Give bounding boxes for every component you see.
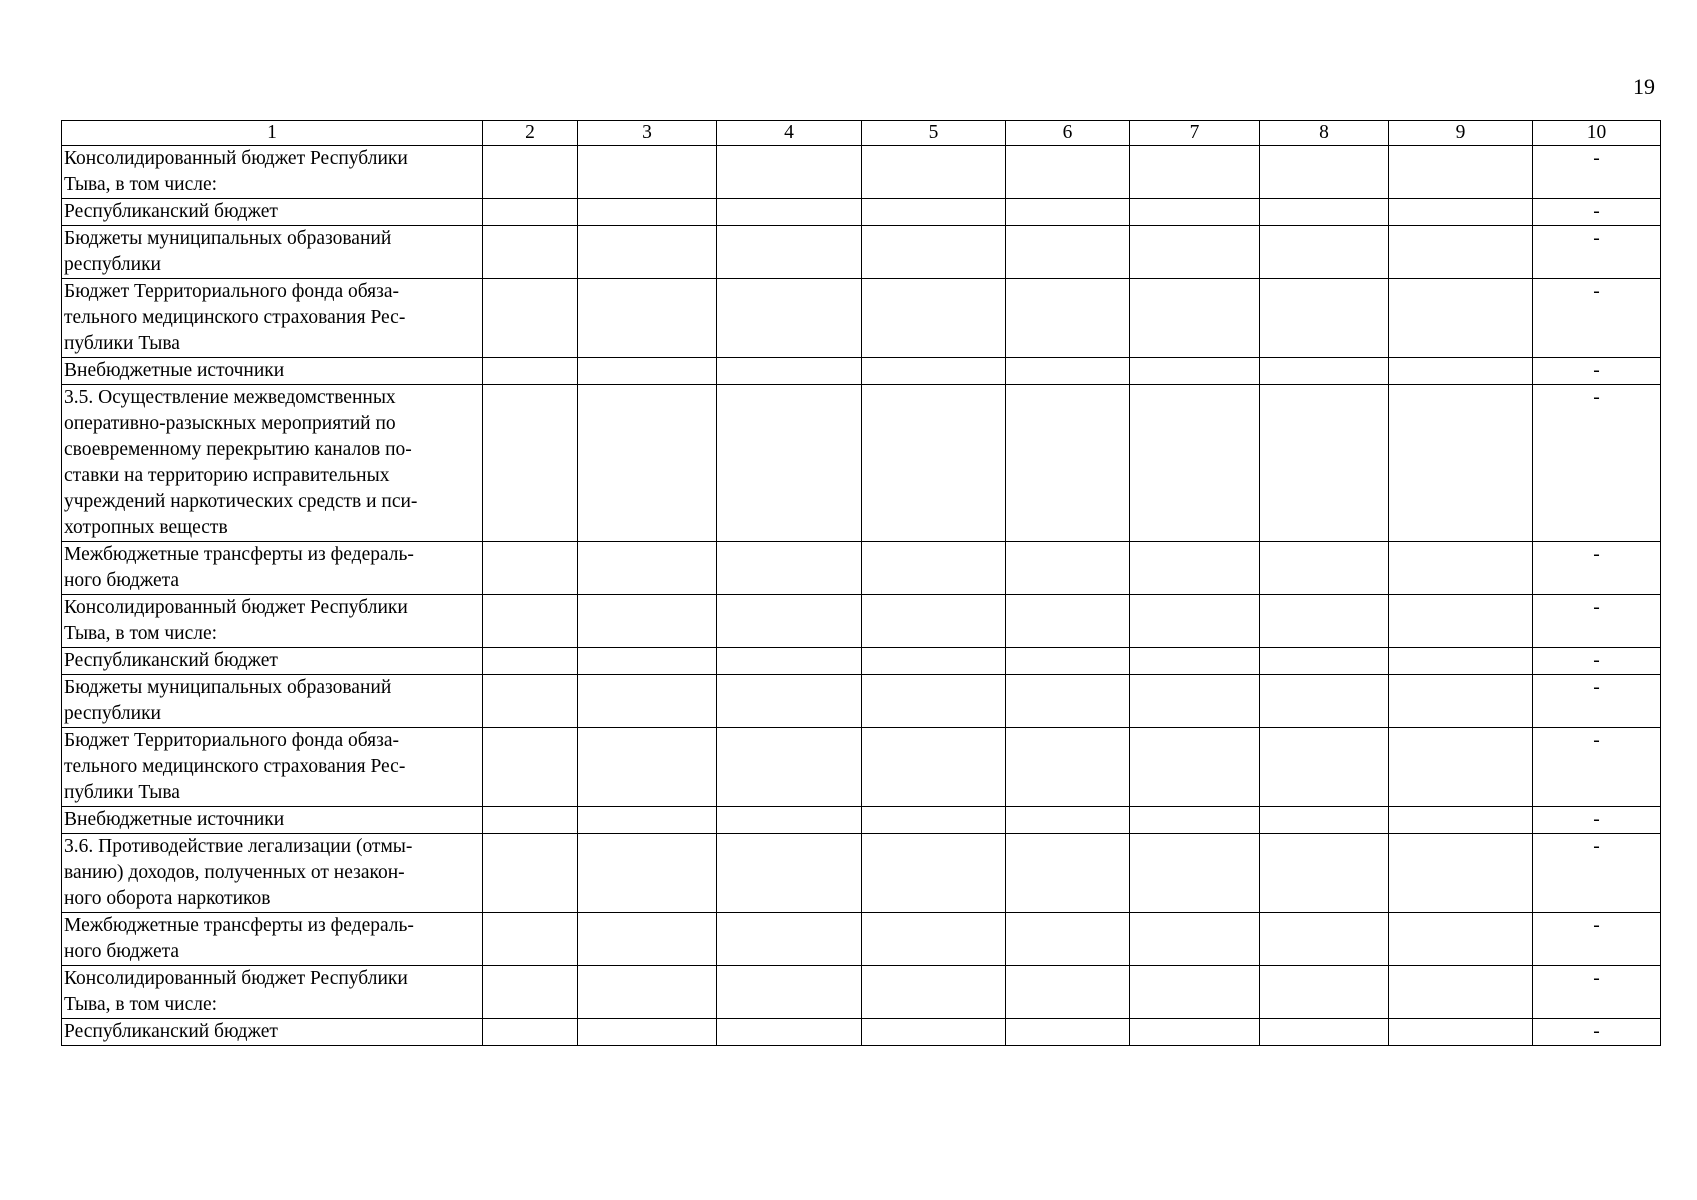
empty-cell — [1389, 1019, 1533, 1046]
column-header: 1 — [62, 121, 483, 146]
empty-cell — [717, 913, 862, 966]
empty-cell — [578, 595, 717, 648]
column-10-cell: - — [1533, 385, 1661, 542]
empty-cell — [717, 595, 862, 648]
table-row — [62, 279, 1661, 358]
empty-cell — [1260, 913, 1389, 966]
empty-cell — [1006, 595, 1130, 648]
empty-cell — [862, 648, 1006, 675]
empty-cell — [1130, 728, 1260, 807]
column-10-cell: - — [1533, 542, 1661, 595]
empty-cell — [578, 226, 717, 279]
row-label: 3.5. Осуществление межведомственных оперативно-разыскных мероприятий по своевременному перекрытию каналов по- ставки на территорию исправительных учреждений наркотических средств и пси- хотропных веществ — [62, 385, 483, 542]
empty-cell — [1260, 728, 1389, 807]
empty-cell — [1130, 226, 1260, 279]
empty-cell — [578, 913, 717, 966]
empty-cell — [578, 146, 717, 199]
empty-cell — [1389, 966, 1533, 1019]
empty-cell — [862, 966, 1006, 1019]
row-label: Консолидированный бюджет Республики Тыва, в том числе: — [62, 595, 483, 648]
empty-cell — [483, 1019, 578, 1046]
empty-cell — [862, 199, 1006, 226]
column-header: 10 — [1533, 121, 1661, 146]
table-row — [62, 913, 1661, 966]
row-label: Бюджеты муниципальных образований республики — [62, 226, 483, 279]
empty-cell — [1260, 279, 1389, 358]
empty-cell — [1130, 1019, 1260, 1046]
column-10-cell: - — [1533, 966, 1661, 1019]
empty-cell — [483, 648, 578, 675]
table-row — [62, 358, 1661, 385]
empty-cell — [483, 675, 578, 728]
empty-cell — [1006, 146, 1130, 199]
empty-cell — [1130, 834, 1260, 913]
empty-cell — [1006, 542, 1130, 595]
table-row — [62, 834, 1661, 913]
empty-cell — [1130, 199, 1260, 226]
empty-cell — [862, 595, 1006, 648]
page-number: 19 — [1633, 74, 1655, 99]
table-row — [62, 595, 1661, 648]
column-10-cell: - — [1533, 146, 1661, 199]
empty-cell — [1260, 595, 1389, 648]
empty-cell — [1006, 648, 1130, 675]
empty-cell — [483, 807, 578, 834]
row-label: Консолидированный бюджет Республики Тыва, в том числе: — [62, 966, 483, 1019]
empty-cell — [578, 728, 717, 807]
empty-cell — [483, 279, 578, 358]
empty-cell — [1389, 199, 1533, 226]
column-header: 4 — [717, 121, 862, 146]
column-10-cell: - — [1533, 1019, 1661, 1046]
empty-cell — [578, 279, 717, 358]
empty-cell — [483, 385, 578, 542]
empty-cell — [1389, 279, 1533, 358]
empty-cell — [1006, 358, 1130, 385]
empty-cell — [717, 199, 862, 226]
empty-cell — [1130, 146, 1260, 199]
empty-cell — [1006, 1019, 1130, 1046]
empty-cell — [1006, 226, 1130, 279]
empty-cell — [1130, 913, 1260, 966]
table-row — [62, 199, 1661, 226]
empty-cell — [578, 834, 717, 913]
empty-cell — [578, 542, 717, 595]
empty-cell — [1260, 1019, 1389, 1046]
empty-cell — [1006, 385, 1130, 542]
row-label: Консолидированный бюджет Республики Тыва, в том числе: — [62, 146, 483, 199]
table-row — [62, 807, 1661, 834]
table-row — [62, 146, 1661, 199]
empty-cell — [1260, 834, 1389, 913]
empty-cell — [862, 728, 1006, 807]
column-10-cell: - — [1533, 279, 1661, 358]
empty-cell — [1260, 648, 1389, 675]
empty-cell — [578, 199, 717, 226]
row-label: Внебюджетные источники — [62, 807, 483, 834]
empty-cell — [1260, 146, 1389, 199]
row-label: 3.6. Противодействие легализации (отмы- ванию) доходов, полученных от незакон- ного оборота наркотиков — [62, 834, 483, 913]
table-row — [62, 226, 1661, 279]
table-row — [62, 675, 1661, 728]
column-10-cell: - — [1533, 648, 1661, 675]
column-header: 2 — [483, 121, 578, 146]
empty-cell — [1130, 358, 1260, 385]
empty-cell — [717, 226, 862, 279]
empty-cell — [1260, 358, 1389, 385]
empty-cell — [717, 1019, 862, 1046]
empty-cell — [717, 648, 862, 675]
empty-cell — [1006, 728, 1130, 807]
empty-cell — [1389, 728, 1533, 807]
column-header: 7 — [1130, 121, 1260, 146]
empty-cell — [862, 913, 1006, 966]
empty-cell — [717, 966, 862, 1019]
empty-cell — [1389, 913, 1533, 966]
empty-cell — [1389, 675, 1533, 728]
row-label: Республиканский бюджет — [62, 648, 483, 675]
empty-cell — [483, 199, 578, 226]
table-row — [62, 648, 1661, 675]
empty-cell — [1006, 279, 1130, 358]
empty-cell — [1260, 226, 1389, 279]
empty-cell — [1389, 807, 1533, 834]
empty-cell — [1389, 385, 1533, 542]
empty-cell — [483, 595, 578, 648]
empty-cell — [1130, 279, 1260, 358]
empty-cell — [1389, 226, 1533, 279]
empty-cell — [578, 966, 717, 1019]
empty-cell — [862, 226, 1006, 279]
column-10-cell: - — [1533, 807, 1661, 834]
empty-cell — [717, 728, 862, 807]
column-10-cell: - — [1533, 199, 1661, 226]
empty-cell — [483, 728, 578, 807]
empty-cell — [1260, 807, 1389, 834]
row-label: Республиканский бюджет — [62, 199, 483, 226]
empty-cell — [862, 834, 1006, 913]
empty-cell — [1006, 834, 1130, 913]
column-header: 3 — [578, 121, 717, 146]
empty-cell — [1130, 807, 1260, 834]
empty-cell — [1389, 834, 1533, 913]
row-label: Бюджеты муниципальных образований республики — [62, 675, 483, 728]
column-10-cell: - — [1533, 728, 1661, 807]
header-row — [62, 121, 1661, 146]
empty-cell — [1130, 542, 1260, 595]
row-label: Внебюджетные источники — [62, 358, 483, 385]
empty-cell — [483, 542, 578, 595]
empty-cell — [717, 807, 862, 834]
empty-cell — [578, 675, 717, 728]
empty-cell — [1130, 648, 1260, 675]
row-label: Республиканский бюджет — [62, 1019, 483, 1046]
column-10-cell: - — [1533, 834, 1661, 913]
table-row — [62, 1019, 1661, 1046]
empty-cell — [1006, 199, 1130, 226]
column-10-cell: - — [1533, 226, 1661, 279]
empty-cell — [578, 648, 717, 675]
column-10-cell: - — [1533, 675, 1661, 728]
empty-cell — [483, 913, 578, 966]
empty-cell — [1389, 595, 1533, 648]
column-header: 6 — [1006, 121, 1130, 146]
empty-cell — [862, 279, 1006, 358]
column-header: 5 — [862, 121, 1006, 146]
column-10-cell: - — [1533, 913, 1661, 966]
empty-cell — [578, 358, 717, 385]
table-row — [62, 542, 1661, 595]
empty-cell — [862, 1019, 1006, 1046]
column-header: 9 — [1389, 121, 1533, 146]
empty-cell — [1389, 648, 1533, 675]
empty-cell — [483, 834, 578, 913]
column-10-cell: - — [1533, 595, 1661, 648]
empty-cell — [1130, 966, 1260, 1019]
empty-cell — [1006, 913, 1130, 966]
empty-cell — [1389, 358, 1533, 385]
empty-cell — [1130, 595, 1260, 648]
table-body — [62, 146, 1661, 1046]
row-label: Межбюджетные трансферты из федераль- ного бюджета — [62, 542, 483, 595]
empty-cell — [862, 542, 1006, 595]
empty-cell — [1260, 385, 1389, 542]
empty-cell — [1006, 675, 1130, 728]
row-label: Межбюджетные трансферты из федераль- ного бюджета — [62, 913, 483, 966]
column-10-cell: - — [1533, 358, 1661, 385]
table-row — [62, 728, 1661, 807]
empty-cell — [483, 966, 578, 1019]
empty-cell — [1006, 807, 1130, 834]
empty-cell — [578, 807, 717, 834]
empty-cell — [1260, 966, 1389, 1019]
empty-cell — [717, 146, 862, 199]
empty-cell — [1260, 675, 1389, 728]
empty-cell — [862, 146, 1006, 199]
empty-cell — [483, 146, 578, 199]
empty-cell — [717, 385, 862, 542]
empty-cell — [578, 1019, 717, 1046]
table-row — [62, 385, 1661, 542]
row-label: Бюджет Территориального фонда обяза- тельного медицинского страхования Рес- публики Тыва — [62, 728, 483, 807]
empty-cell — [862, 807, 1006, 834]
empty-cell — [1130, 385, 1260, 542]
budget-table — [61, 120, 1661, 1046]
empty-cell — [578, 385, 717, 542]
empty-cell — [717, 834, 862, 913]
table-row — [62, 966, 1661, 1019]
empty-cell — [1260, 199, 1389, 226]
empty-cell — [1006, 966, 1130, 1019]
empty-cell — [483, 226, 578, 279]
empty-cell — [1260, 542, 1389, 595]
column-header: 8 — [1260, 121, 1389, 146]
empty-cell — [1389, 146, 1533, 199]
empty-cell — [862, 675, 1006, 728]
empty-cell — [483, 358, 578, 385]
row-label: Бюджет Территориального фонда обяза- тельного медицинского страхования Рес- публики Тыва — [62, 279, 483, 358]
empty-cell — [717, 675, 862, 728]
empty-cell — [717, 542, 862, 595]
empty-cell — [862, 385, 1006, 542]
empty-cell — [717, 279, 862, 358]
empty-cell — [717, 358, 862, 385]
empty-cell — [1130, 675, 1260, 728]
empty-cell — [1389, 542, 1533, 595]
empty-cell — [862, 358, 1006, 385]
